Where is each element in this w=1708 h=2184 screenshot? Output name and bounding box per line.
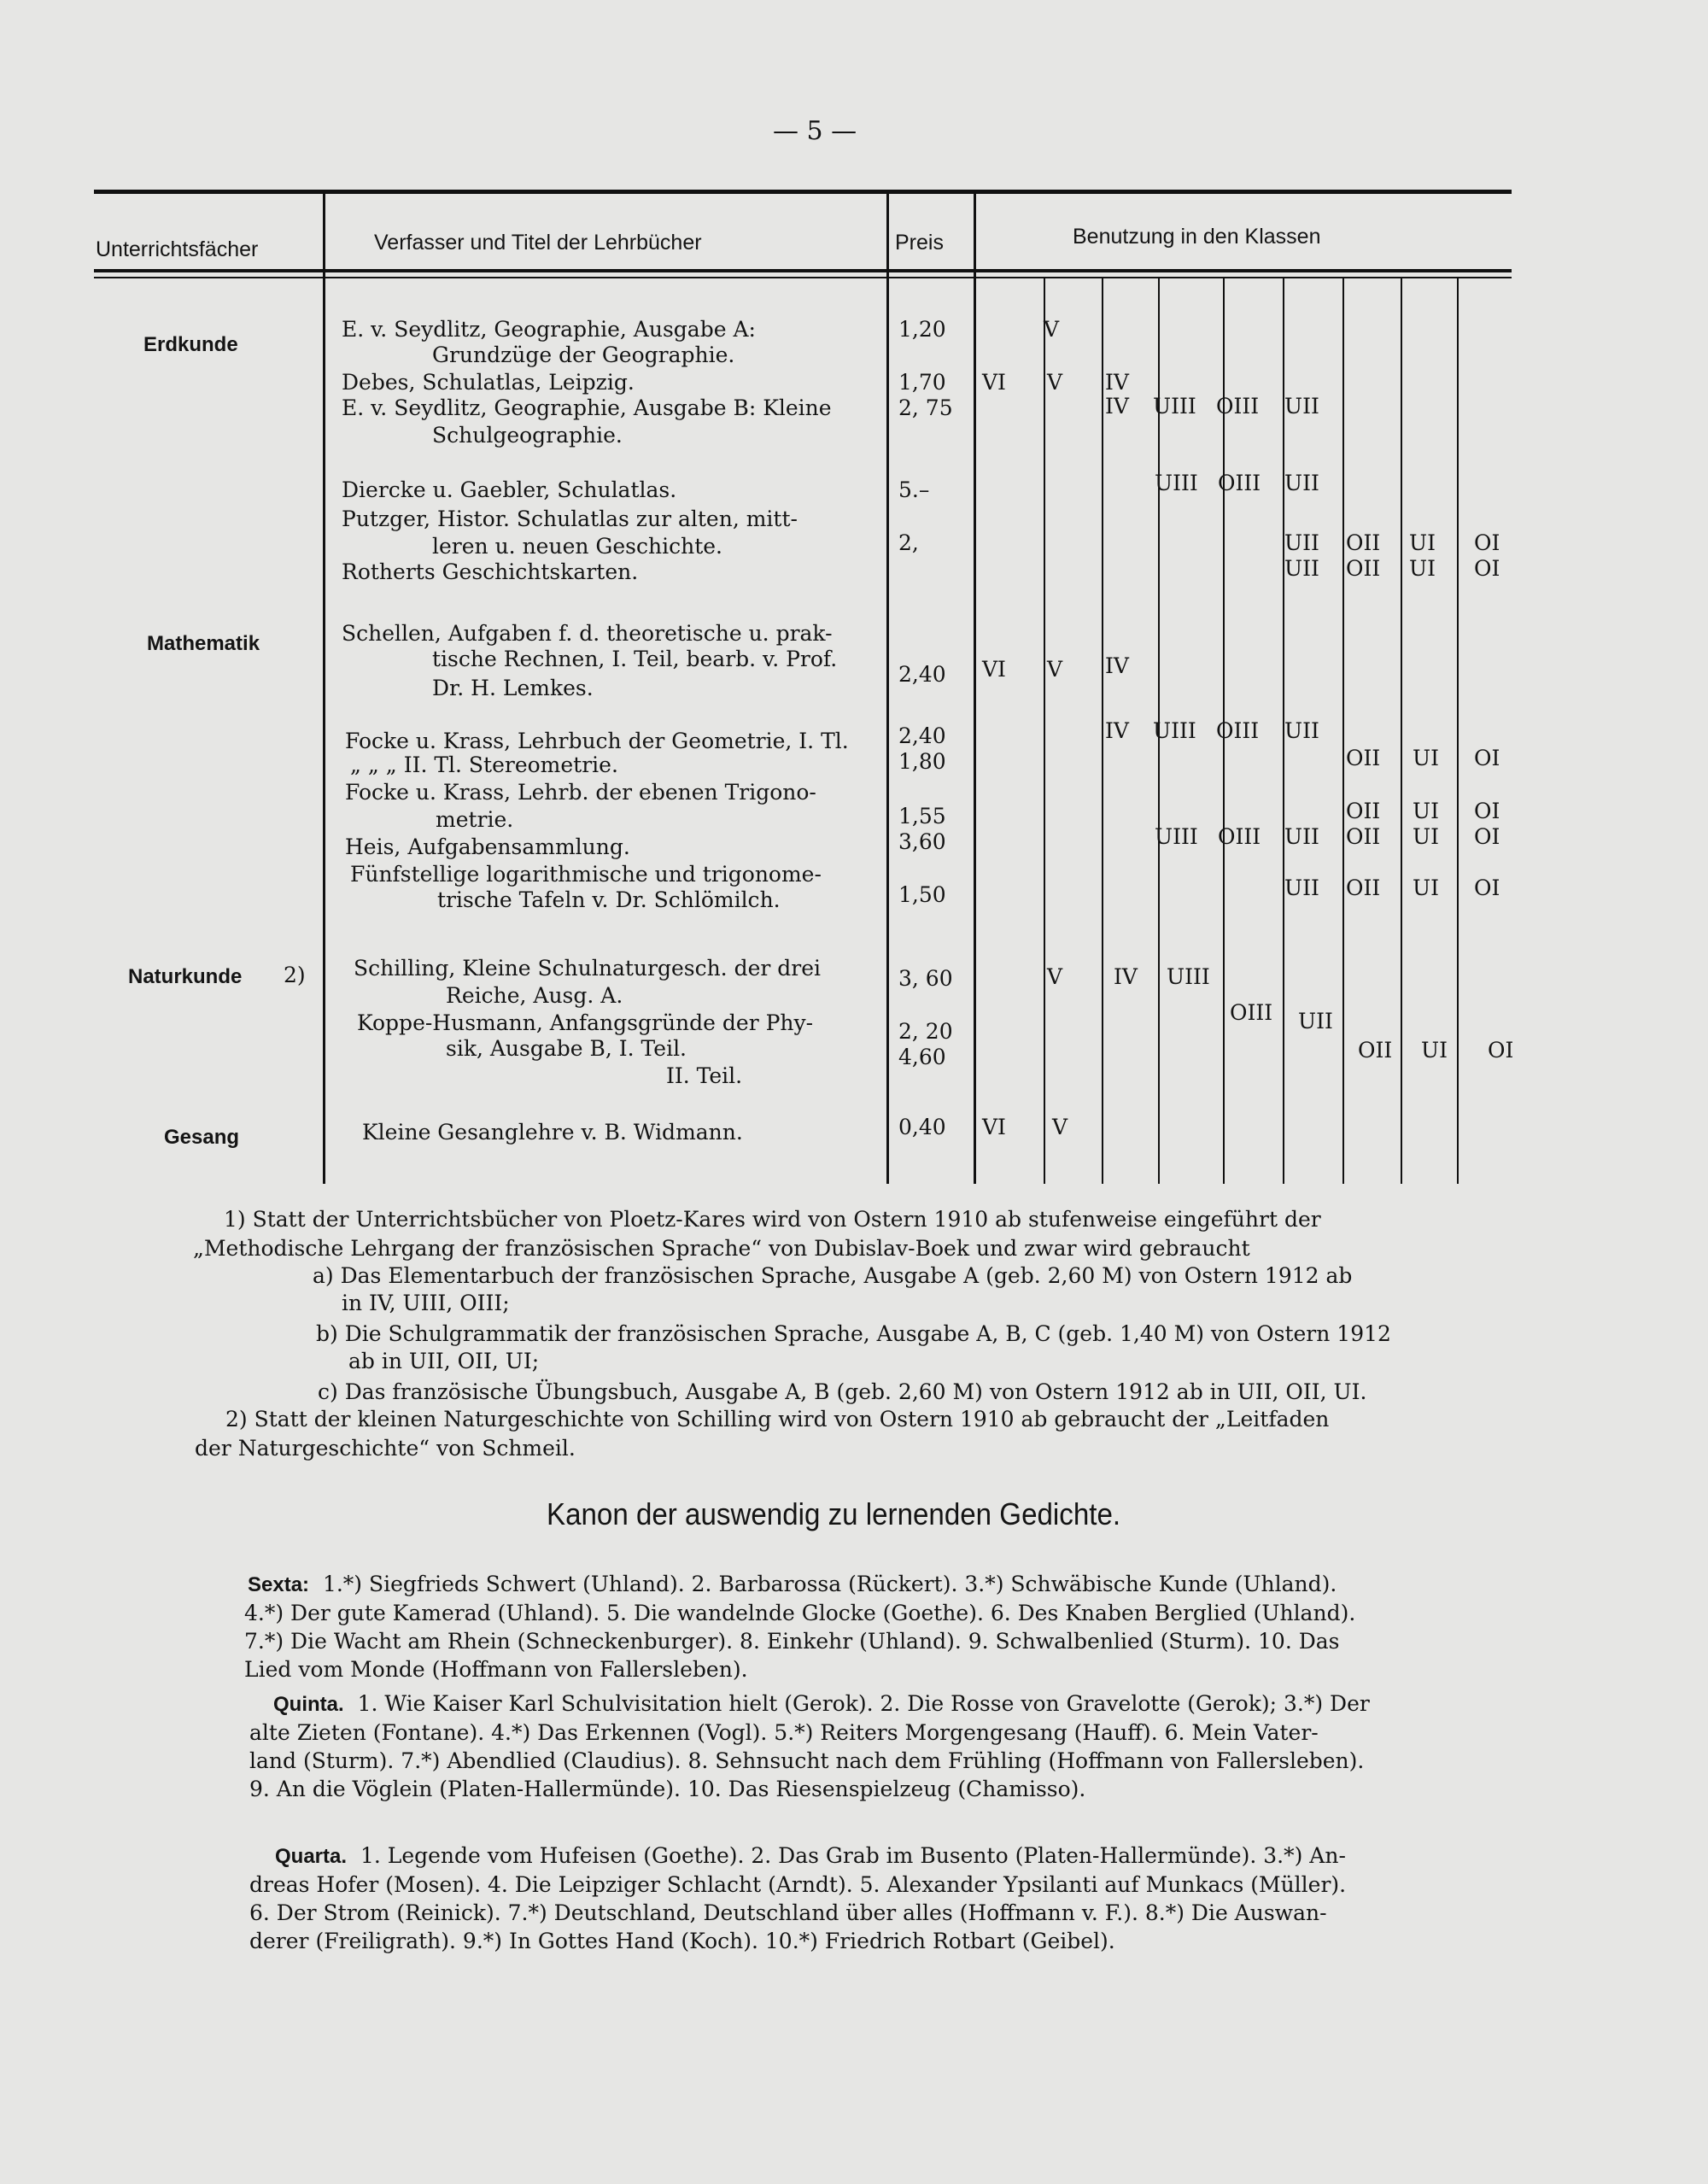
book-line: E. v. Seydlitz, Geographie, Ausgabe A: [342, 317, 756, 342]
class-cell: OI [1474, 556, 1500, 581]
class-cell: V [1052, 1115, 1068, 1139]
subject-erdkunde: Erdkunde [143, 333, 238, 356]
class-cell: OIII [1216, 718, 1260, 743]
class-cell: UI [1413, 746, 1439, 770]
class-cell: UI [1409, 556, 1436, 581]
book-line: sik, Ausgabe B, I. Teil. [446, 1036, 687, 1061]
price: 1,20 [898, 317, 946, 342]
class-cell: UI [1409, 530, 1436, 555]
class-cell: V [1047, 657, 1063, 682]
subject-naturkunde-note: 2) [284, 963, 306, 987]
class-cell: OI [1474, 824, 1500, 849]
kanon-line: derer (Freiligrath). 9.*) In Gottes Hand (Koch). 10.*) Friedrich Rotbart (Geibel). [249, 1929, 1115, 1953]
kanon-line: land (Sturm). 7.*) Abendlied (Claudius). 8. Sehnsucht nach dem Frühling (Hoffmann von Fallersleben). [249, 1748, 1365, 1773]
price: 1,55 [898, 804, 946, 829]
class-cell: OII [1346, 530, 1381, 555]
book-line: Focke u. Krass, Lehrb. der ebenen Trigono- [345, 780, 816, 805]
book-line: Koppe-Husmann, Anfangsgründe der Phy- [357, 1010, 814, 1035]
book-line: leren u. neuen Geschichte. [432, 534, 723, 559]
class-cell: UI [1413, 799, 1439, 823]
book-line: Focke u. Krass, Lehrbuch der Geometrie, I. Tl. [345, 729, 849, 753]
column-divider [1102, 278, 1103, 1184]
kanon-line: dreas Hofer (Mosen). 4. Die Leipziger Schlacht (Arndt). 5. Alexander Ypsilanti auf Munkacs (Müller). [249, 1872, 1347, 1897]
book-line: II. Teil. [666, 1063, 743, 1088]
price: 5.– [898, 477, 930, 502]
footnote-line: 2) Statt der kleinen Naturgeschichte von Schilling wird von Ostern 1910 ab gebraucht der „Leitfaden [225, 1407, 1330, 1432]
class-cell: OII [1358, 1038, 1393, 1063]
book-line: Kleine Gesanglehre v. B. Widmann. [362, 1120, 743, 1145]
class-cell: UIII [1155, 471, 1198, 495]
book-line: Grundzüge der Geographie. [432, 343, 735, 367]
class-cell: VI [982, 657, 1006, 682]
footnote-line: ab in UII, OII, UI; [348, 1349, 540, 1373]
book-line: Reiche, Ausg. A. [446, 983, 623, 1008]
column-divider [1342, 278, 1344, 1184]
footnote-line: 1) Statt der Unterrichtsbücher von Ploetz-Kares wird von Ostern 1910 ab stufenweise eingeführt der [224, 1207, 1321, 1232]
page-number: — 5 — [773, 116, 857, 146]
class-cell: UII [1284, 875, 1319, 900]
kanon-line: 1. Wie Kaiser Karl Schulvisitation hielt (Gerok). 2. Die Rosse von Gravelotte (Gerok); 3.*) Der [357, 1691, 1370, 1716]
footnote-line: c) Das französische Übungsbuch, Ausgabe A, B (geb. 2,60 M) von Ostern 1912 ab in UII, OII, UI. [318, 1379, 1367, 1404]
class-cell: OI [1474, 746, 1500, 770]
kanon-line: 4.*) Der gute Kamerad (Uhland). 5. Die wandelnde Glocke (Goethe). 6. Des Knaben Berglied (Uhland). [244, 1601, 1356, 1625]
book-line: Rotherts Geschichtskarten. [342, 559, 639, 584]
book-line: tische Rechnen, I. Teil, bearb. v. Prof. [432, 647, 838, 671]
kanon-line: 7.*) Die Wacht am Rhein (Schneckenburger). 8. Einkehr (Uhland). 9. Schwalbenlied (Sturm). 10. Das [244, 1629, 1340, 1654]
header-price: Preis [895, 231, 944, 255]
price: 4,60 [898, 1045, 946, 1069]
book-line: Schellen, Aufgaben f. d. theoretische u. prak- [342, 621, 833, 646]
class-cell: UI [1421, 1038, 1448, 1063]
class-cell: UIII [1167, 964, 1210, 989]
class-cell: OIII [1216, 394, 1260, 419]
class-cell: UI [1413, 824, 1439, 849]
class-cell: IV [1105, 394, 1129, 419]
subject-naturkunde: Naturkunde [128, 965, 243, 988]
price: 1,50 [898, 882, 946, 907]
table-top-rule [94, 190, 1512, 194]
sexta-label: Sexta: [248, 1573, 310, 1596]
class-cell: OIII [1230, 1000, 1273, 1025]
class-cell: V [1047, 370, 1063, 395]
price: 0,40 [898, 1115, 946, 1139]
subject-gesang: Gesang [164, 1126, 240, 1149]
header-books: Verfasser und Titel der Lehrbücher [374, 231, 702, 255]
kanon-line: 6. Der Strom (Reinick). 7.*) Deutschland, Deutschland über alles (Hoffmann v. F.). 8.*) Die Auswan- [249, 1900, 1327, 1925]
class-cell: UIII [1155, 824, 1198, 849]
class-cell: OI [1474, 530, 1500, 555]
class-cell: OI [1488, 1038, 1514, 1063]
class-cell: V [1047, 964, 1063, 989]
class-cell: UI [1413, 875, 1439, 900]
subject-mathematik: Mathematik [147, 632, 260, 655]
class-cell: OII [1346, 556, 1381, 581]
class-cell: UII [1298, 1009, 1333, 1033]
price: 2, [898, 530, 919, 555]
class-cell: OI [1474, 799, 1500, 823]
footnote-line: in IV, UIII, OIII; [342, 1291, 510, 1315]
price: 2,40 [898, 723, 946, 748]
table-header-rule-thin [94, 277, 1512, 278]
kanon-line: 9. An die Vöglein (Platen-Hallermünde). 10. Das Riesenspielzeug (Chamisso). [249, 1777, 1086, 1801]
class-cell: UII [1284, 394, 1319, 419]
price: 2, 75 [898, 395, 953, 420]
class-cell: IV [1105, 370, 1129, 395]
quinta-label: Quinta. [273, 1693, 344, 1716]
kanon-line: 1.*) Siegfrieds Schwert (Uhland). 2. Barbarossa (Rückert). 3.*) Schwäbische Kunde (Uhland). [322, 1572, 1337, 1596]
price: 3, 60 [898, 966, 953, 991]
footnote-line: a) Das Elementarbuch der französischen Sprache, Ausgabe A (geb. 2,60 M) von Ostern 1912 ab [313, 1263, 1353, 1288]
book-line: Diercke u. Gaebler, Schulatlas. [342, 477, 677, 502]
column-divider [974, 193, 976, 1184]
kanon-line: alte Zieten (Fontane). 4.*) Das Erkennen (Vogl). 5.*) Reiters Morgengesang (Hauff). 6. Mein Vater- [249, 1720, 1319, 1745]
book-line: E. v. Seydlitz, Geographie, Ausgabe B: Kleine [342, 395, 832, 420]
price: 2,40 [898, 662, 946, 687]
footnote-line: „Methodische Lehrgang der französischen Sprache“ von Dubislav-Boek und zwar wird gebraucht [193, 1236, 1250, 1261]
book-line: trische Tafeln v. Dr. Schlömilch. [437, 887, 781, 912]
column-divider [323, 193, 325, 1184]
class-cell: UII [1284, 718, 1319, 743]
class-cell: VI [982, 1115, 1006, 1139]
kanon-quinta-cont [249, 1719, 1364, 1803]
price: 2, 20 [898, 1019, 953, 1044]
book-line: Schulgeographie. [432, 423, 623, 448]
class-cell: IV [1114, 964, 1138, 989]
price: 3,60 [898, 829, 946, 854]
book-line: Schilling, Kleine Schulnaturgesch. der drei [354, 956, 822, 981]
class-cell: OII [1346, 875, 1381, 900]
class-cell: OII [1346, 746, 1381, 770]
class-cell: UII [1284, 556, 1319, 581]
book-line: Putzger, Histor. Schulatlas zur alten, mitt- [342, 506, 798, 531]
class-cell: VI [982, 370, 1006, 395]
book-line: Dr. H. Lemkes. [432, 676, 594, 700]
kanon-quarta [275, 1841, 1346, 1871]
column-divider [1401, 278, 1402, 1184]
quarta-label: Quarta. [275, 1845, 348, 1868]
class-cell: OIII [1218, 824, 1261, 849]
footnote-line: der Naturgeschichte“ von Schmeil. [195, 1436, 576, 1461]
kanon-line: 1. Legende vom Hufeisen (Goethe). 2. Das Grab im Busento (Platen-Hallermünde). 3.*) An- [360, 1843, 1346, 1868]
class-cell: UII [1284, 471, 1319, 495]
header-subject: Unterrichtsfächer [96, 237, 259, 261]
kanon-sexta-cont [244, 1599, 1355, 1683]
class-cell: OI [1474, 875, 1500, 900]
class-cell: UIII [1153, 718, 1196, 743]
table-header-rule [94, 269, 1512, 272]
class-cell: UIII [1153, 394, 1196, 419]
class-cell: V [1044, 317, 1060, 342]
book-line: metrie. [436, 807, 514, 832]
class-cell: OII [1346, 799, 1381, 823]
kanon-sexta [248, 1570, 1337, 1599]
class-cell: OII [1346, 824, 1381, 849]
footnote-line: b) Die Schulgrammatik der französischen Sprache, Ausgabe A, B, C (geb. 1,40 M) von Ostern 1912 [316, 1321, 1391, 1346]
class-cell: IV [1105, 653, 1129, 678]
book-line: Debes, Schulatlas, Leipzig. [342, 370, 635, 395]
kanon-quarta-cont [249, 1871, 1346, 1955]
class-cell: UII [1284, 530, 1319, 555]
class-cell: OIII [1218, 471, 1261, 495]
header-usage: Benutzung in den Klassen [1073, 225, 1321, 249]
price: 1,80 [898, 749, 946, 774]
kanon-title: Kanon der auswendig zu lernenden Gedichte. [547, 1496, 1121, 1531]
kanon-quinta [273, 1689, 1370, 1719]
class-cell: UII [1284, 824, 1319, 849]
price: 1,70 [898, 370, 946, 395]
kanon-line: Lied vom Monde (Hoffmann von Fallersleben). [244, 1657, 748, 1682]
book-line: „ „ „ II. Tl. Stereometrie. [350, 752, 618, 777]
column-divider [1457, 278, 1459, 1184]
class-cell: IV [1105, 718, 1129, 743]
column-divider [886, 193, 889, 1184]
book-line: Fünfstellige logarithmische und trigonome- [350, 862, 822, 887]
book-line: Heis, Aufgabensammlung. [345, 834, 630, 859]
column-divider [1044, 278, 1045, 1184]
